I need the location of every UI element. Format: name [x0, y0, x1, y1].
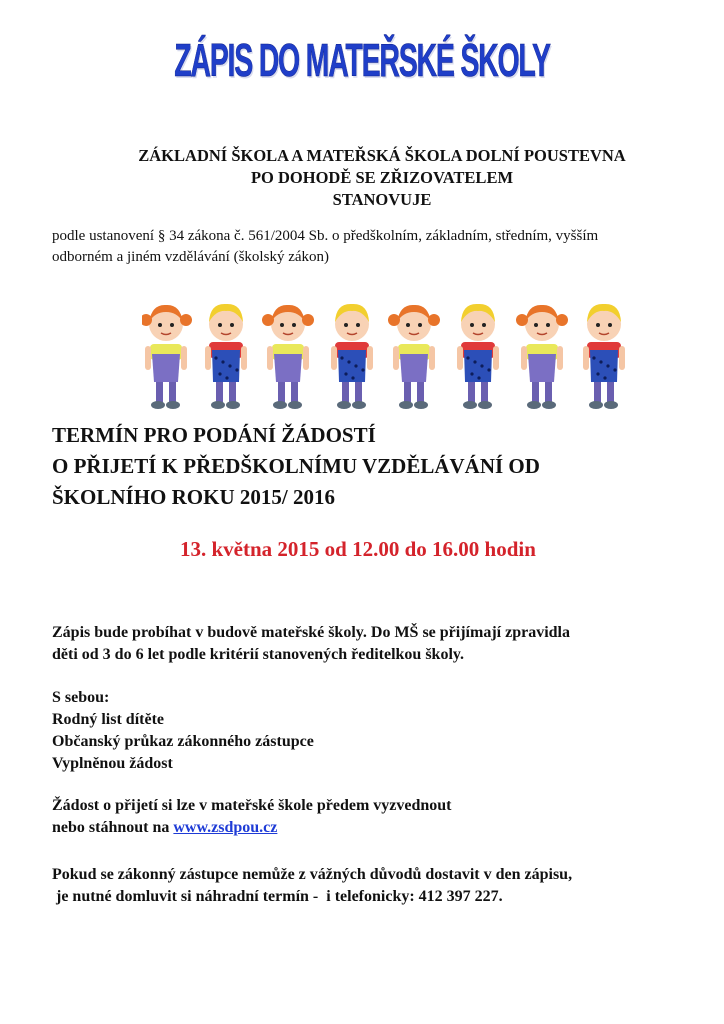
boy-figure: [457, 304, 499, 409]
bring-item: Rodný list dítěte: [52, 711, 164, 728]
children-illustration: [142, 298, 632, 412]
legal-line-1: podle ustanovení § 34 zákona č. 561/2004 Sb. o předškolním, základním, středním, vyšším: [52, 228, 599, 244]
bring-label: S sebou:: [52, 689, 110, 706]
legal-line-2: odborném a jiném vzdělávání (školský zákon): [52, 249, 330, 265]
boy-figure: [583, 304, 625, 409]
bring-item: Vyplněnou žádost: [52, 755, 173, 772]
heading-line-1: TERMÍN PRO PODÁNÍ ŽÁDOSTÍ: [52, 423, 376, 447]
boy-figure: [331, 304, 373, 409]
info-line-2: děti od 3 do 6 let podle kritérií stanovených ředitelkou školy.: [52, 646, 465, 663]
heading-line-2: O PŘIJETÍ K PŘEDŠKOLNÍMU VZDĚLÁVÁNÍ OD: [52, 454, 540, 478]
organization-block: [0, 145, 724, 211]
form-line-1: Žádost o přijetí si lze v mateřské škole předem vyzvednout: [52, 797, 452, 814]
girl-figure: [388, 305, 440, 409]
deadline-heading: [52, 420, 712, 513]
boy-figure: [205, 304, 247, 409]
form-paragraph: [52, 795, 712, 839]
alternate-line-2: je nutné domluvit si náhradní termín - i telefonicky: 412 397 227.: [52, 888, 503, 905]
form-line-2-prefix: nebo stáhnout na: [52, 819, 174, 836]
document-title: ZÁPIS DO MATEŘSKÉ ŠKOLY: [174, 34, 550, 86]
info-paragraph: [52, 622, 712, 666]
form-line-2: [52, 817, 712, 839]
organization-name: ZÁKLADNÍ ŠKOLA A MATEŘSKÁ ŠKOLA DOLNÍ POUSTEVNA: [138, 146, 626, 165]
alternate-line-1: Pokud se zákonný zástupce nemůže z vážných důvodů dostavit v den zápisu,: [52, 866, 573, 883]
girl-figure: [516, 305, 568, 409]
alternate-paragraph: [52, 864, 712, 908]
legal-basis: [52, 226, 692, 268]
girl-figure: [142, 305, 192, 409]
info-line-1: Zápis bude probíhat v budově mateřské školy. Do MŠ se přijímají zpravidla: [52, 624, 570, 641]
website-link[interactable]: www.zsdpou.cz: [173, 819, 278, 836]
heading-line-3: ŠKOLNÍHO ROKU 2015/ 2016: [52, 485, 335, 509]
bring-list: [52, 687, 712, 775]
enrollment-date: 13. května 2015 od 12.00 do 16.00 hodin: [180, 537, 536, 561]
organization-decides: STANOVUJE: [332, 190, 432, 209]
organization-agreement: PO DOHODĚ SE ZŘIZOVATELEM: [250, 168, 514, 187]
bring-item: Občanský průkaz zákonného zástupce: [52, 733, 314, 750]
girl-figure: [262, 305, 314, 409]
